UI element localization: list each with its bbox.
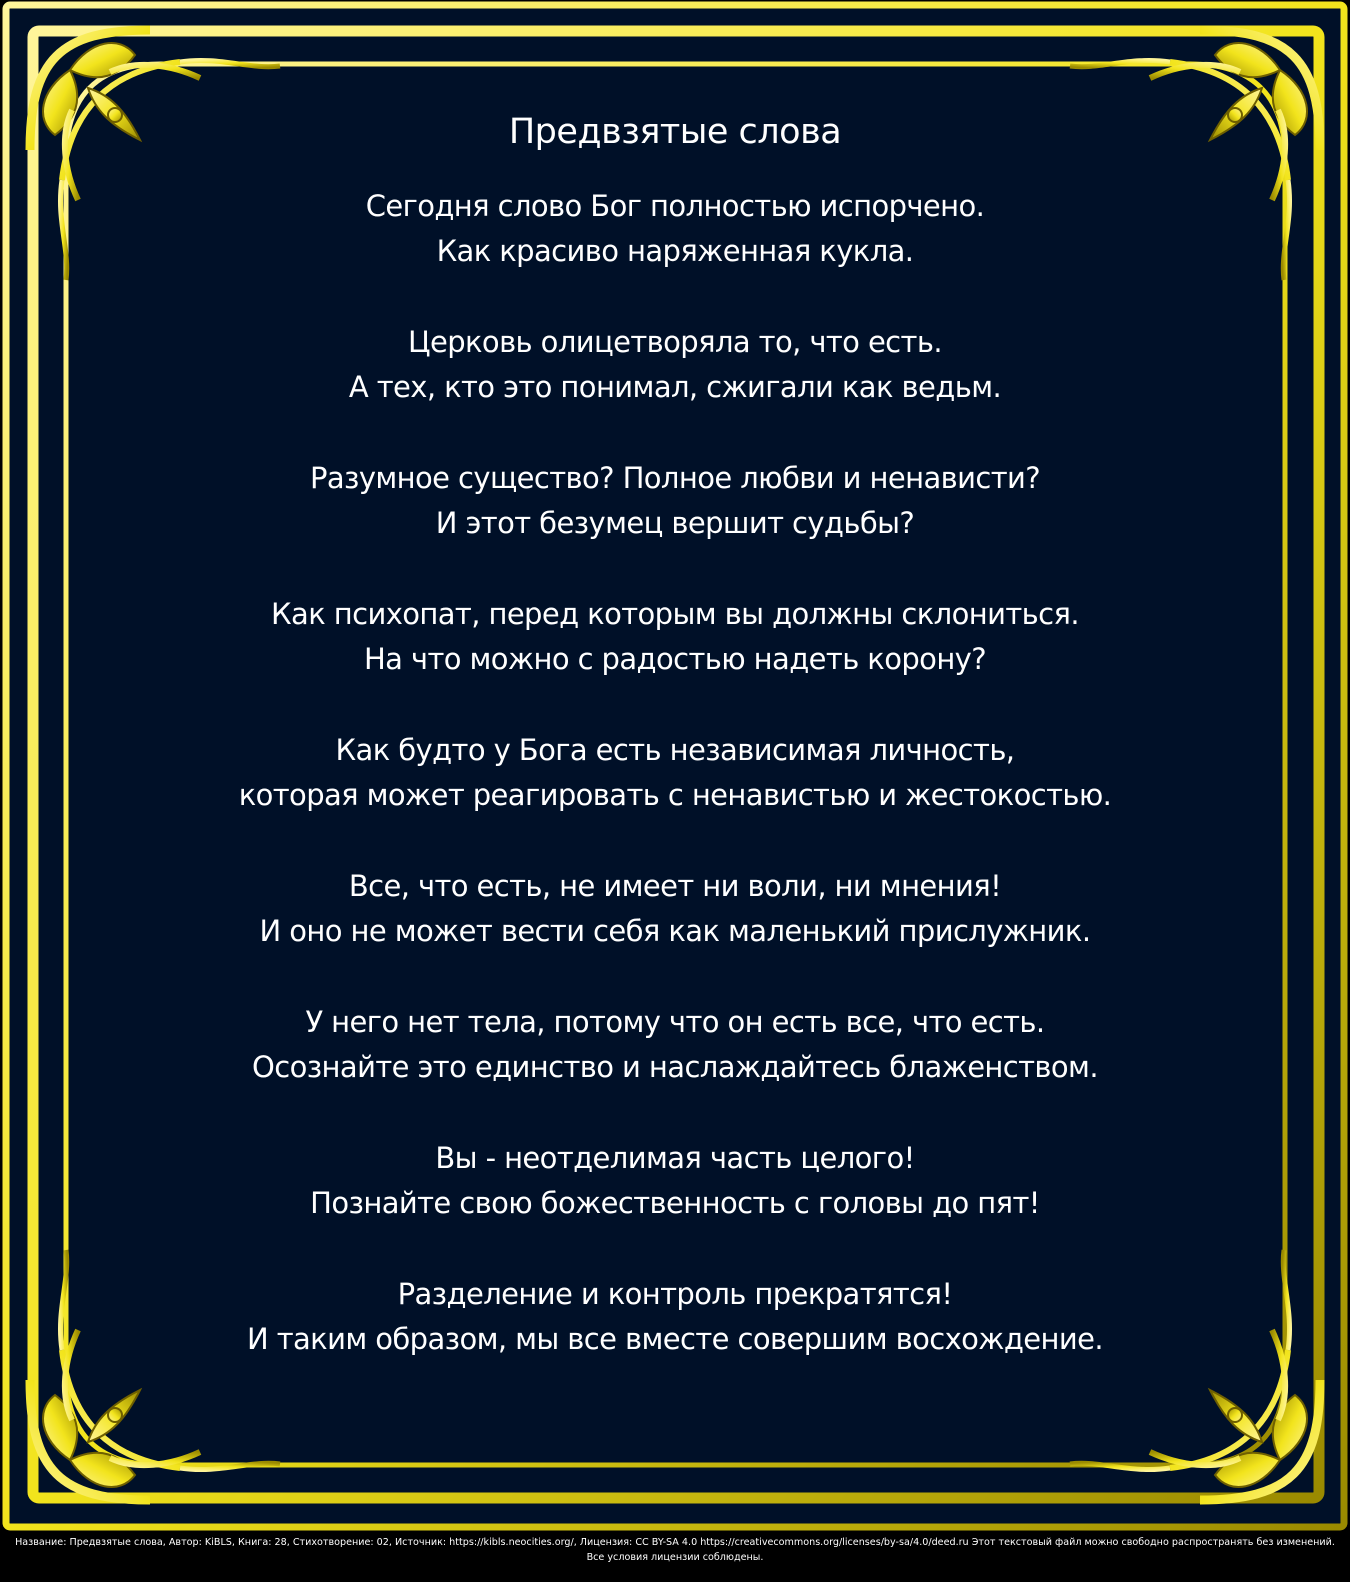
poem-stanza bbox=[120, 320, 1230, 410]
poem-line: Разумное существо? Полное любви и ненависти? bbox=[309, 461, 1041, 495]
poem-stanza bbox=[120, 1272, 1230, 1362]
poem-line: И этот безумец вершит судьбы? bbox=[435, 506, 915, 540]
poem-line: которая может реагировать с ненавистью и жестокостью. bbox=[238, 778, 1112, 812]
poem-line: У него нет тела, потому что он есть все, что есть. bbox=[305, 1005, 1045, 1039]
poem-stanza bbox=[120, 592, 1230, 682]
license-footer: Название: Предвзятые слова, Автор: KiBLS, Книга: 28, Стихотворение: 02, Источник: https://kibls.neocities.org/, Лицензия: CC BY-SA 4.0 https://creativecommons.org/licenses/by-sa/4.0/deed.ru Этот текстовый файл можно свободно распространять без изменений. Все условия лицензии соблюдены. bbox=[15, 1537, 1335, 1563]
poem-line: Вы - неотделимая часть целого! bbox=[435, 1141, 915, 1175]
poem-line: Церковь олицетворяла то, что есть. bbox=[408, 325, 942, 359]
poem-stanza bbox=[120, 728, 1230, 818]
poem-line: На что можно с радостью надеть корону? bbox=[363, 642, 987, 676]
poem-stanzas bbox=[120, 184, 1230, 1362]
poem-line: А тех, кто это понимал, сжигали как ведьм. bbox=[348, 370, 1002, 404]
poem-line: Разделение и контроль прекратятся! bbox=[397, 1277, 953, 1311]
poem-stanza bbox=[120, 184, 1230, 274]
poem-line: И таким образом, мы все вместе совершим восхождение. bbox=[247, 1322, 1103, 1356]
poem-stanza bbox=[120, 456, 1230, 546]
poem-line: Как будто у Бога есть независимая личность, bbox=[335, 733, 1015, 767]
poem-stanza bbox=[120, 1136, 1230, 1226]
poem-line: Сегодня слово Бог полностью испорчено. bbox=[365, 189, 985, 223]
poem-line: И оно не может вести себя как маленький прислужник. bbox=[259, 914, 1091, 948]
poem-line: Как красиво наряженная кукла. bbox=[436, 234, 914, 268]
poem-stanza bbox=[120, 864, 1230, 954]
poem-line: Осознайте это единство и наслаждайтесь блаженством. bbox=[252, 1050, 1098, 1084]
poem-stanza bbox=[120, 1000, 1230, 1090]
poem-line: Как психопат, перед которым вы должны склониться. bbox=[271, 597, 1079, 631]
poem-title: Предвзятые слова bbox=[508, 112, 842, 152]
poem bbox=[120, 100, 1230, 1420]
poem-line: Все, что есть, не имеет ни воли, ни мнения! bbox=[348, 869, 1002, 903]
poem-line: Познайте свою божественность с головы до пят! bbox=[310, 1186, 1040, 1220]
